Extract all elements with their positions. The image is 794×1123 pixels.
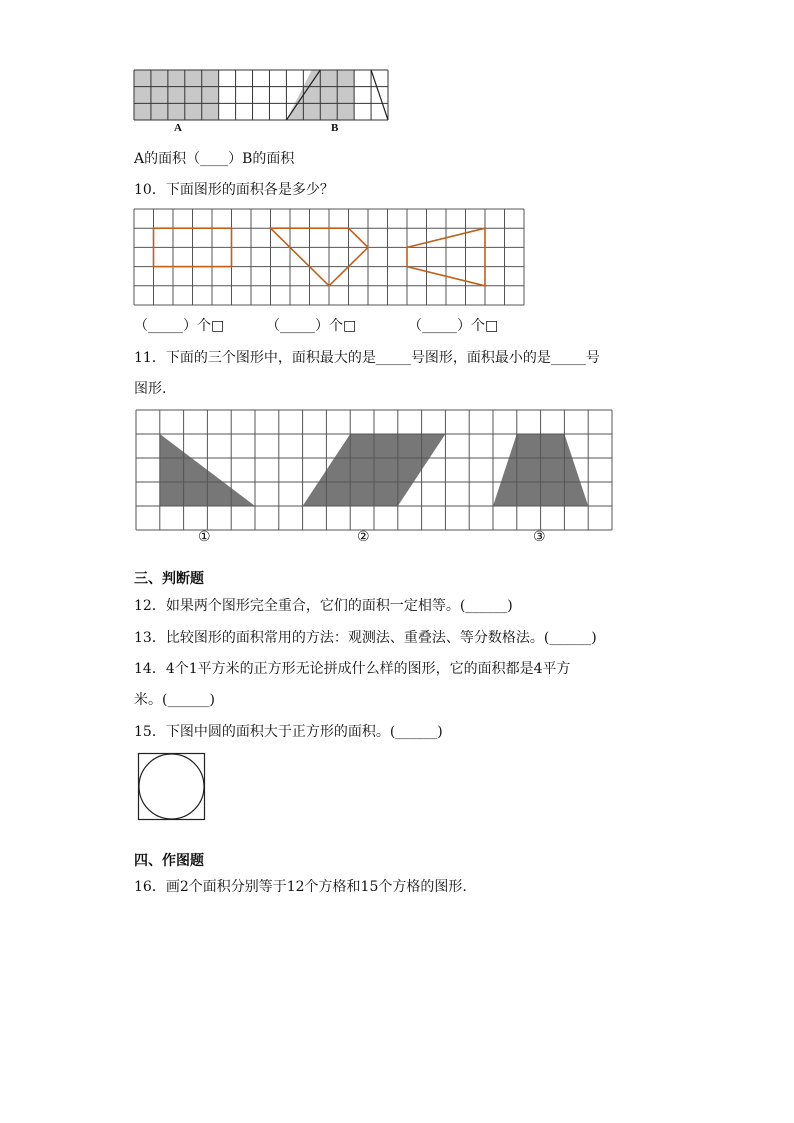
q10-pentagon-shape <box>271 228 369 286</box>
q9-shape-a <box>134 70 219 120</box>
q11-label-3: ③ <box>533 529 546 545</box>
q15-statement: 15．下图中圆的面积大于正方形的面积。(______) <box>134 724 443 740</box>
q10-grid-figure <box>134 209 526 307</box>
q14-statement-line1: 14．4个1平方米的正方形无论拼成什么样的图形，它的面积都是4平方 <box>134 661 571 677</box>
q10-question: 10．下面图形的面积各是多少？ <box>134 182 334 198</box>
q12-statement: 12．如果两个图形完全重合，它们的面积一定相等。(______) <box>134 598 513 614</box>
q15-circle <box>139 754 204 819</box>
section3-title: 三、判断题 <box>134 571 204 587</box>
q9-compare-text: A的面积（____）B的面积 <box>134 151 295 167</box>
q9-label-a: A <box>174 122 182 134</box>
q10-answer-1[interactable]: （_____）个□ <box>134 318 225 334</box>
q9-diag-2 <box>371 70 388 120</box>
q10-answer-2[interactable]: （_____）个□ <box>266 318 357 334</box>
q11-label-1: ① <box>198 529 211 545</box>
q9-grid-figure <box>134 70 390 122</box>
q11-grid-figure <box>136 410 614 532</box>
section4-title: 四、作图题 <box>134 853 204 869</box>
q11-question-line2: 图形. <box>134 381 167 397</box>
q11-question-line1: 11．下面的三个图形中，面积最大的是_____号图形，面积最小的是_____号 <box>134 350 600 366</box>
q10-answer-3[interactable]: （_____）个□ <box>408 318 499 334</box>
q13-statement: 13．比较图形的面积常用的方法：观测法、重叠法、等分数格法。(______) <box>134 630 597 646</box>
q15-circle-square-figure <box>138 753 206 821</box>
q14-statement-line2: 米。(______) <box>134 692 215 708</box>
q11-label-2: ② <box>357 529 370 545</box>
q9-label-b: B <box>331 122 339 134</box>
q16-statement: 16．画2个面积分别等于12个方格和15个方格的图形. <box>134 879 467 895</box>
